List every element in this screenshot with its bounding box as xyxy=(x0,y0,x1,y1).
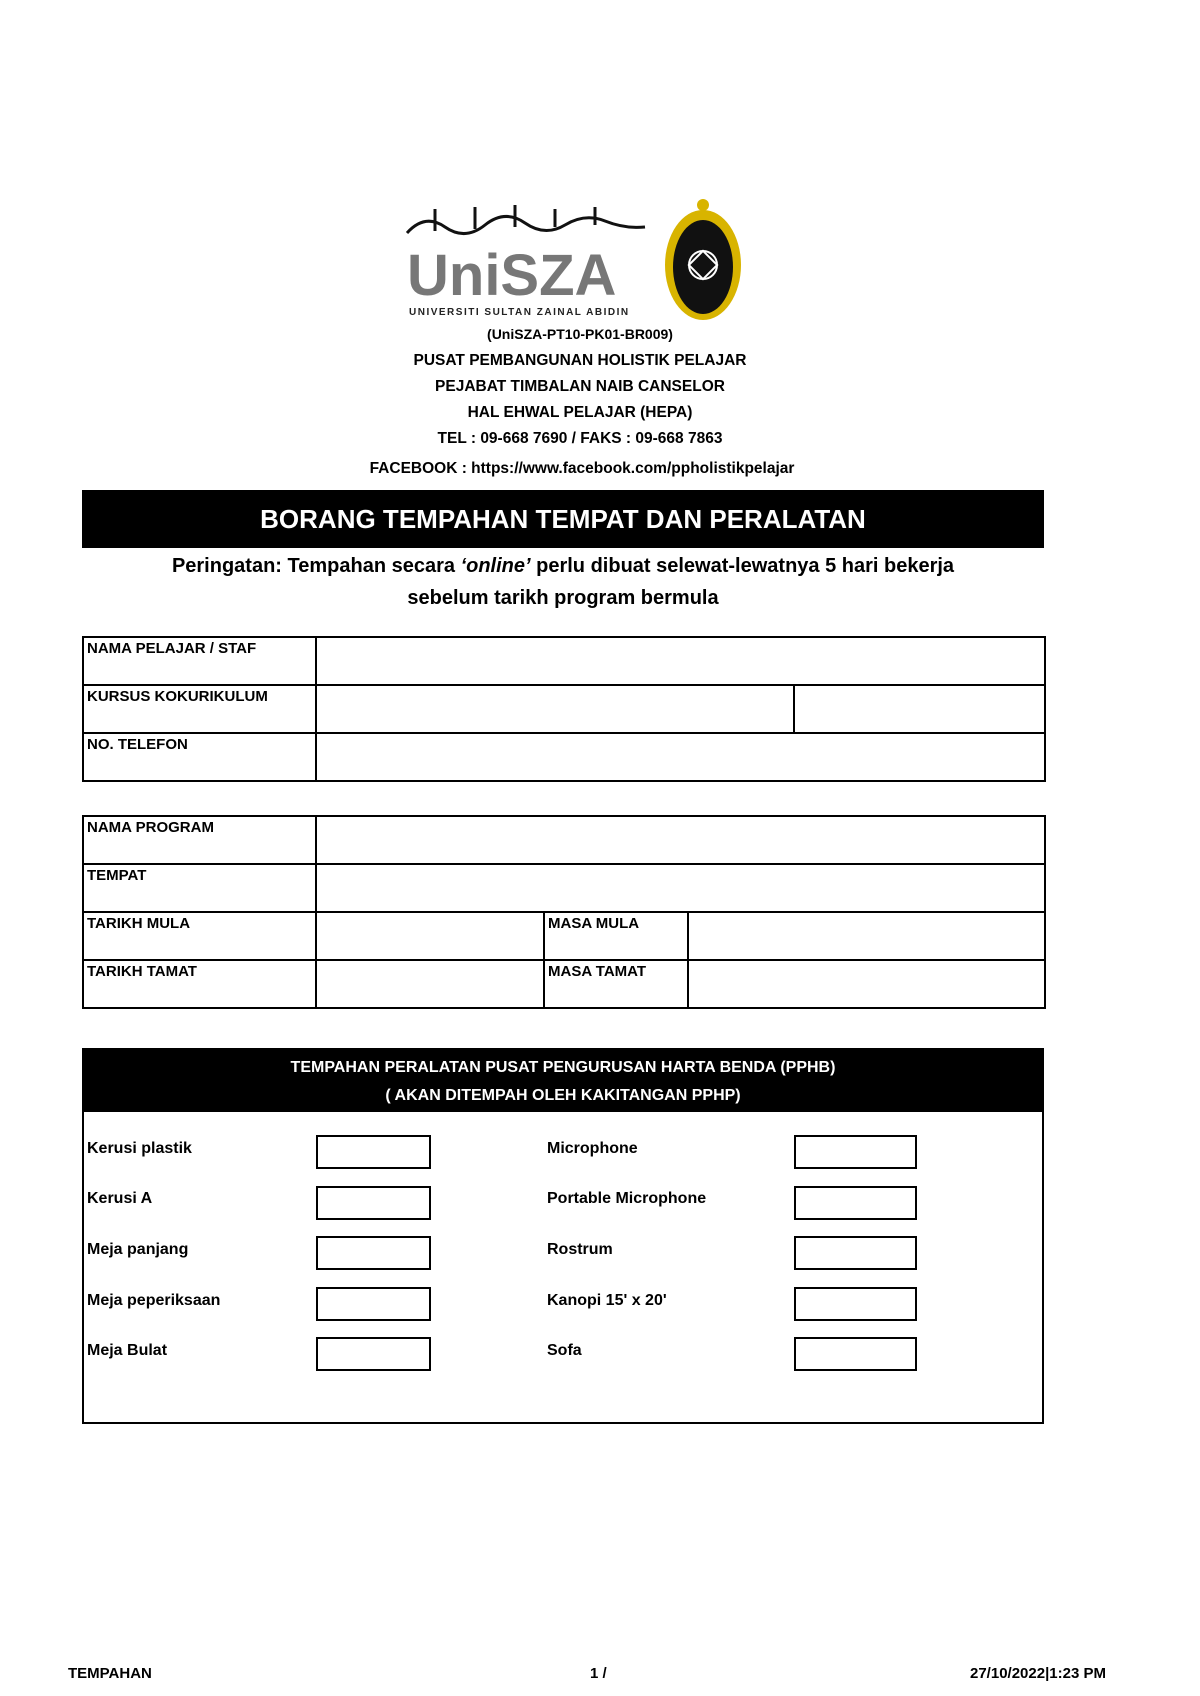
table-row xyxy=(83,864,1045,912)
warning-line-1 xyxy=(82,555,1044,578)
warning-line-2: sebelum tarikh program bermula xyxy=(407,587,719,609)
quantity-box-sofa[interactable] xyxy=(794,1337,917,1371)
equipment-section xyxy=(82,1048,1044,1424)
place-label: TEMPAT xyxy=(83,864,316,912)
left-item-label: Meja panjang xyxy=(87,1241,189,1258)
quantity-box-rostrum[interactable] xyxy=(794,1236,917,1270)
program-table xyxy=(82,815,1046,1009)
applicant-table xyxy=(82,636,1046,782)
document-code: (UniSZA-PT10-PK01-BR009) xyxy=(487,326,673,342)
course-field[interactable] xyxy=(316,685,794,733)
start-date-field[interactable] xyxy=(316,912,544,960)
start-time-label: MASA MULA xyxy=(544,912,688,960)
table-row xyxy=(83,960,1045,1008)
table-row xyxy=(83,685,1045,733)
end-date-label: TARIKH TAMAT xyxy=(83,960,316,1008)
quantity-box-portable-microphone[interactable] xyxy=(794,1186,917,1220)
left-item-label: Meja Bulat xyxy=(87,1342,168,1359)
program-name-field[interactable] xyxy=(316,816,1045,864)
warning-prefix: Peringatan: Tempahan secara xyxy=(171,555,461,577)
table-row xyxy=(83,637,1045,685)
phone-label: NO. TELEFON xyxy=(83,733,316,781)
form-title: BORANG TEMPAHAN TEMPAT DAN PERALATAN xyxy=(260,503,866,534)
equipment-heading-1: TEMPAHAN PERALATAN PUSAT PENGURUSAN HARTA BENDA (PPHB) xyxy=(290,1059,836,1076)
table-row xyxy=(83,733,1045,781)
university-logo xyxy=(405,195,750,335)
left-item-label: Kerusi A xyxy=(87,1190,153,1207)
left-item-label: Kerusi plastik xyxy=(87,1140,192,1157)
right-item-label: Kanopi 15' x 20' xyxy=(547,1292,667,1309)
course-label: KURSUS KOKURIKULUM xyxy=(83,685,316,733)
equipment-heading-2: ( AKAN DITEMPAH OLEH KAKITANGAN PPHP) xyxy=(385,1087,741,1104)
footer-datetime: 27/10/2022|1:23 PM xyxy=(970,1665,1106,1682)
name-label: NAMA PELAJAR / STAF xyxy=(83,637,316,685)
right-item-label: Microphone xyxy=(547,1140,638,1157)
warning-online: ‘online’ xyxy=(460,555,531,577)
place-field[interactable] xyxy=(316,864,1045,912)
name-field[interactable] xyxy=(316,637,1045,685)
end-time-field[interactable] xyxy=(688,960,1045,1008)
end-time-label: MASA TAMAT xyxy=(544,960,688,1008)
table-row xyxy=(83,816,1045,864)
logo-subtext: UNIVERSITI SULTAN ZAINAL ABIDIN xyxy=(409,307,630,318)
logo-wordmark: UniSZA xyxy=(407,243,617,308)
quantity-box-meja-panjang[interactable] xyxy=(316,1236,431,1270)
right-item-label: Portable Microphone xyxy=(547,1190,707,1207)
footer-page-number: 1 / xyxy=(590,1665,607,1682)
footer-sheet-name: TEMPAHAN xyxy=(68,1665,152,1682)
right-item-label: Rostrum xyxy=(547,1241,613,1258)
equipment-header xyxy=(84,1050,1042,1112)
phone-field[interactable] xyxy=(316,733,1045,781)
logo-graphic xyxy=(405,195,750,335)
division-name: HAL EHWAL PELAJAR (HEPA) xyxy=(467,404,693,421)
quantity-box-meja-bulat[interactable] xyxy=(316,1337,431,1371)
right-item-label: Sofa xyxy=(547,1342,582,1359)
left-item-label: Meja peperiksaan xyxy=(87,1292,221,1309)
quantity-box-kerusi-a[interactable] xyxy=(316,1186,431,1220)
facebook-link[interactable]: FACEBOOK : https://www.facebook.com/ppholistikpelajar xyxy=(369,460,795,477)
start-time-field[interactable] xyxy=(688,912,1045,960)
quantity-box-meja-peperiksaan[interactable] xyxy=(316,1287,431,1321)
warning-suffix: perlu dibuat selewat-lewatnya 5 hari bekerja xyxy=(530,555,955,577)
start-date-label: TARIKH MULA xyxy=(83,912,316,960)
course-extra-field[interactable] xyxy=(794,685,1045,733)
quantity-box-microphone[interactable] xyxy=(794,1135,917,1169)
program-name-label: NAMA PROGRAM xyxy=(83,816,316,864)
form-title-bar xyxy=(82,490,1044,548)
department-name: PUSAT PEMBANGUNAN HOLISTIK PELAJAR xyxy=(413,352,747,369)
office-name: PEJABAT TIMBALAN NAIB CANSELOR xyxy=(435,378,725,395)
quantity-box-kerusi-plastik[interactable] xyxy=(316,1135,431,1169)
end-date-field[interactable] xyxy=(316,960,544,1008)
table-row xyxy=(83,912,1045,960)
contact-info: TEL : 09-668 7690 / FAKS : 09-668 7863 xyxy=(437,430,723,447)
quantity-box-kanopi[interactable] xyxy=(794,1287,917,1321)
